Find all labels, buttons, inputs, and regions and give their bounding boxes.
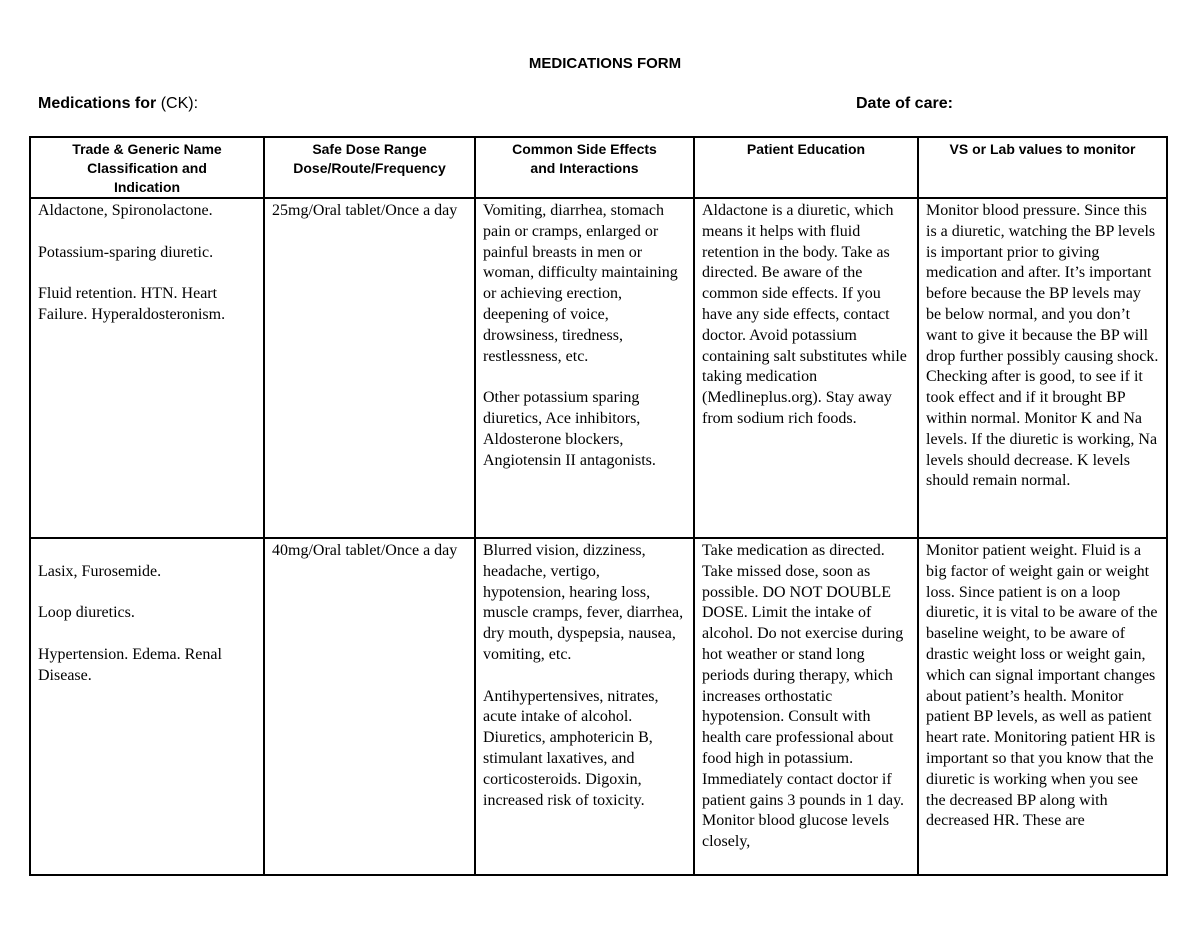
medications-for-label: Medications for: [38, 95, 157, 112]
page-title: MEDICATIONS FORM: [528, 55, 682, 72]
cell-side-effects: [475, 538, 694, 875]
side-effects-text: Vomiting, diarrhea, stomach pain or cramps, enlarged or painful breasts in men or woman, difficulty maintaining or achieving erection, deepening of voice, drowsiness, tiredness, restlessness, etc.: [483, 202, 678, 365]
header-safe-dose-line1: Safe Dose Range: [312, 141, 427, 157]
medications-table: [29, 136, 1168, 876]
interactions-text: Other potassium sparing diuretics, Ace inhibitors, Aldosterone blockers, Angiotensin II antagonists.: [483, 389, 656, 469]
education-text: Aldactone is a diuretic, which means it helps with fluid retention in the body. Take as directed. Be aware of the common side effects. If you have any side effects, contact doctor. Avoid potassium containing salt substitutes while taking medication (Medlineplus.org). Stay away from sodium rich foods.: [702, 202, 907, 427]
header-safe-dose: [264, 137, 475, 198]
header-vs-lab-label: VS or Lab values to monitor: [949, 141, 1136, 157]
medications-for-value: (CK):: [160, 95, 199, 112]
header-side-effects: [475, 137, 694, 198]
medications-for: [38, 95, 198, 113]
table-header-row: [30, 137, 1167, 198]
drug-classification: Loop diuretics.: [38, 604, 135, 622]
cell-side-effects: [475, 198, 694, 538]
drug-indication: Fluid retention. HTN. Heart Failure. Hyperaldosteronism.: [38, 285, 226, 323]
header-trade-generic: [30, 137, 264, 198]
monitor-text: Monitor blood pressure. Since this is a diuretic, watching the BP levels is important prior to giving medication and after. It’s important before because the BP levels may be below normal, and you don’t want to give it because the BP will drop further possibly causing shock. Checking after is good, to see if it took effect and if it brought BP within normal. Monitor K and Na levels. If the diuretic is working, Na levels should decrease. K levels should remain normal.: [926, 202, 1159, 490]
interactions-text: Antihypertensives, nitrates, acute intake of alcohol. Diuretics, amphotericin B, stimulant laxatives, and corticosteroids. Digoxin, increased risk of toxicity.: [483, 687, 659, 809]
drug-name: Lasix, Furosemide.: [38, 562, 162, 580]
education-text: Take medication as directed. Take missed dose, soon as possible. DO NOT DOUBLE DOSE. Limit the intake of alcohol. Do not exercise during hot weather or stand long periods during therapy, which increases orthostatic hypotension. Consult with health care professional about food high in potassium. Immediately contact doctor if patient gains 3 pounds in 1 day. Monitor blood glucose levels closely,: [702, 542, 905, 851]
cell-drug-info: [30, 538, 264, 875]
header-trade-generic-line1: Trade & Generic Name: [72, 141, 222, 157]
drug-classification: Potassium-sparing diuretic.: [38, 243, 214, 261]
cell-monitor: [918, 538, 1167, 875]
cell-dose: [264, 198, 475, 538]
cell-monitor: [918, 198, 1167, 538]
drug-indication: Hypertension. Edema. Renal Disease.: [38, 645, 222, 684]
header-side-effects-line1: Common Side Effects: [512, 141, 657, 157]
cell-education: [694, 538, 918, 875]
cell-drug-info: [30, 198, 264, 538]
header-side-effects-line2: and Interactions: [530, 160, 639, 176]
drug-dose: 25mg/Oral tablet/Once a day: [272, 202, 458, 219]
drug-name: Aldactone, Spironolactone.: [38, 202, 213, 219]
monitor-text: Monitor patient weight. Fluid is a big factor of weight gain or weight loss. Since patient is on a loop diuretic, it is vital to be aware of the baseline weight, to be aware of drastic weight loss or weight gain, which can signal important changes about patient’s health. Monitor patient BP levels, as well as patient heart rate. Monitoring patient HR is important so that you know that the diuretic is working when you see the decreased BP along with decreased HR. These are: [926, 542, 1158, 830]
cell-dose: [264, 538, 475, 875]
cell-education: [694, 198, 918, 538]
header-trade-generic-line2: Classification and: [87, 160, 207, 176]
header-vs-lab: [918, 137, 1167, 198]
header-trade-generic-line3: Indication: [113, 179, 181, 195]
date-of-care-label: Date of care:: [856, 95, 953, 112]
table-row: [30, 538, 1167, 875]
table-row: [30, 198, 1167, 538]
header-safe-dose-line2: Dose/Route/Frequency: [293, 160, 446, 176]
header-patient-education-label: Patient Education: [746, 141, 866, 157]
drug-dose: 40mg/Oral tablet/Once a day: [272, 542, 458, 559]
header-patient-education: [694, 137, 918, 198]
side-effects-text: Blurred vision, dizziness, headache, vertigo, hypotension, hearing loss, muscle cramps, fever, diarrhea, dry mouth, dyspepsia, nausea, vomiting, etc.: [483, 542, 684, 663]
